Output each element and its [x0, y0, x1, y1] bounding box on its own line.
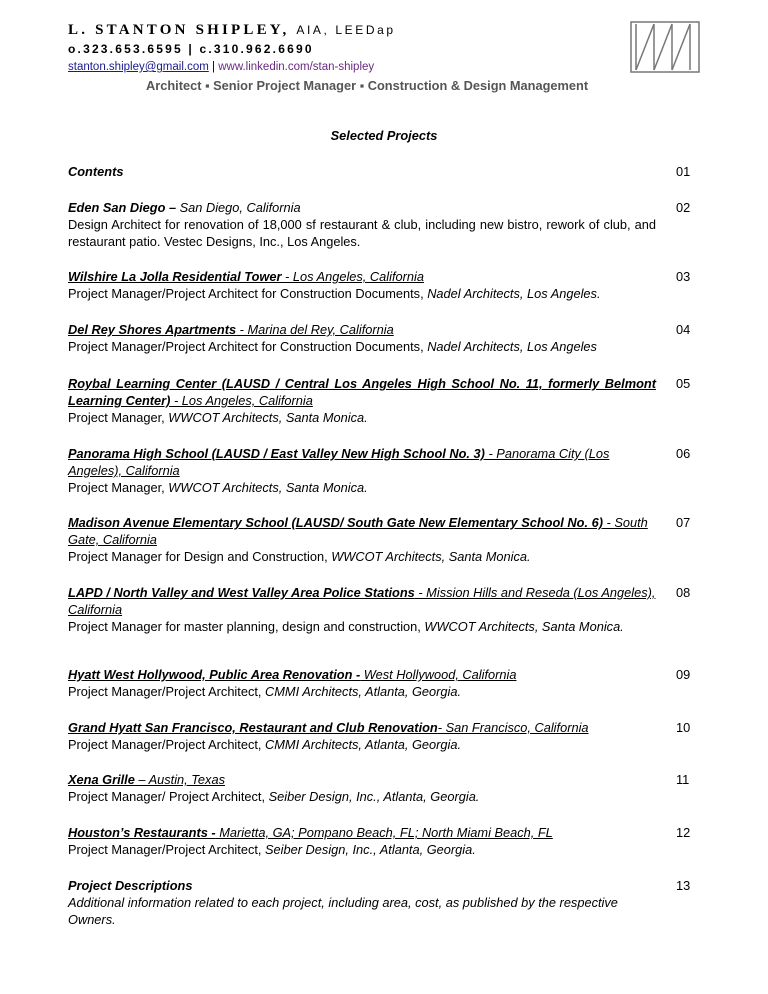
credentials-text: AIA, LEEDap — [296, 23, 396, 37]
project-location: - Panorama City (Los Angeles), California — [68, 446, 610, 478]
project-name: Grand Hyatt San Francisco, Restaurant and Club Renovation — [68, 720, 438, 735]
project-name: Wilshire La Jolla Residential Tower — [68, 269, 282, 284]
descriptions-entry — [68, 877, 656, 928]
professional-titles: Architect ▪ Senior Project Manager ▪ Construction & Design Management — [146, 78, 589, 93]
project-name: Xena Grille — [68, 772, 135, 787]
section-title: Selected Projects — [330, 128, 438, 143]
project-role: Project Manager/Project Architect, — [68, 842, 266, 857]
project-entry — [68, 824, 656, 858]
descriptions-label: Project Descriptions — [68, 878, 193, 893]
project-location: – Austin, Texas — [134, 772, 225, 787]
phone-numbers: o.323.653.6595 | c.310.962.6690 — [68, 42, 314, 56]
project-role: Project Manager, — [68, 480, 169, 495]
project-entry — [68, 514, 656, 565]
contents-page-number: 01 — [676, 164, 691, 179]
project-name: LAPD / North Valley and West Valley Area Police Stations — [68, 585, 415, 600]
page-number: 10 — [676, 720, 691, 735]
project-name: Eden San Diego – — [68, 200, 177, 215]
project-role: Project Manager for Design and Construction, — [68, 549, 332, 564]
page-number: 02 — [676, 200, 691, 215]
project-entry — [68, 666, 656, 700]
project-role: Project Manager, — [68, 410, 169, 425]
linkedin-link[interactable]: www.linkedin.com/stan-shipley — [218, 61, 375, 73]
project-entry — [68, 199, 656, 250]
contents-label: Contents — [68, 164, 124, 179]
project-location: San Diego, California — [176, 200, 301, 215]
project-location: - San Francisco, California — [437, 720, 589, 735]
project-role: Project Manager/Project Architect, — [68, 684, 266, 699]
project-name: Hyatt West Hollywood, Public Area Renovation - — [68, 667, 361, 682]
project-entry — [68, 719, 656, 753]
page-number: 04 — [676, 322, 691, 337]
project-location: - Mission Hills and Reseda (Los Angeles), California — [68, 585, 656, 617]
project-location: - South Gate, California — [68, 515, 648, 547]
project-role: Project Manager/Project Architect for Construction Documents, — [68, 286, 428, 301]
project-firm: WWCOT Architects, Santa Monica. — [331, 549, 531, 564]
project-role: Project Manager/Project Architect, — [68, 737, 266, 752]
page-number: 07 — [676, 515, 691, 530]
page-number: 11 — [676, 772, 690, 787]
project-name: Del Rey Shores Apartments — [68, 322, 237, 337]
page-number: 12 — [676, 825, 691, 840]
project-firm: Nadel Architects, Los Angeles. — [427, 286, 601, 301]
contact-links — [68, 61, 374, 73]
monogram-logo-icon — [630, 21, 700, 73]
project-role: Project Manager/ Project Architect, — [68, 789, 269, 804]
project-firm: Nadel Architects, Los Angeles — [427, 339, 597, 354]
project-location: West Hollywood, California — [360, 667, 517, 682]
project-role: Project Manager for master planning, design and construction, — [68, 619, 425, 634]
email-link[interactable]: stanton.shipley@gmail.com — [68, 61, 209, 73]
page-number: 06 — [676, 446, 691, 461]
project-role: Design Architect for renovation of 18,000 sf restaurant & club, including new bistro, rework of club, and restaurant patio. Vestec Designs, Inc., Los Angeles. — [68, 217, 656, 249]
project-firm: WWCOT Architects, Santa Monica. — [168, 410, 368, 425]
project-firm: CMMI Architects, Atlanta, Georgia. — [265, 684, 462, 699]
project-firm: WWCOT Architects, Santa Monica. — [168, 480, 368, 495]
project-firm: Seiber Design, Inc., Atlanta, Georgia. — [268, 789, 480, 804]
project-entry — [68, 321, 656, 355]
project-entry — [68, 375, 656, 426]
name-text: L. STANTON SHIPLEY, — [68, 22, 290, 38]
project-entry — [68, 771, 656, 805]
project-location: - Los Angeles, California — [281, 269, 424, 284]
project-role: Project Manager/Project Architect for Construction Documents, — [68, 339, 428, 354]
project-name: Roybal Learning Center (LAUSD / Central Los Angeles High School No. 11, formerly Belmont Learning Center) — [68, 376, 656, 408]
project-name: Houston’s Restaurants - — [68, 825, 216, 840]
project-location: Marietta, GA; Pompano Beach, FL; North Miami Beach, FL — [215, 825, 553, 840]
page-number: 13 — [676, 878, 691, 893]
project-location: - Los Angeles, California — [170, 393, 313, 408]
page-number: 08 — [676, 585, 691, 600]
resume-name — [68, 22, 396, 39]
project-firm: WWCOT Architects, Santa Monica. — [424, 619, 624, 634]
link-separator: | — [212, 61, 215, 73]
page-number: 09 — [676, 667, 691, 682]
project-entry — [68, 584, 656, 635]
project-entry — [68, 445, 656, 496]
project-firm: Seiber Design, Inc., Atlanta, Georgia. — [265, 842, 476, 857]
project-name: Madison Avenue Elementary School (LAUSD/ South Gate New Elementary School No. 6) — [68, 515, 603, 530]
project-location: - Marina del Rey, California — [236, 322, 394, 337]
page-number: 03 — [676, 269, 691, 284]
page-number: 05 — [676, 376, 691, 391]
project-name: Panorama High School (LAUSD / East Valley New High School No. 3) — [68, 446, 485, 461]
project-entry — [68, 268, 656, 302]
descriptions-text: Additional information related to each project, including area, cost, as published by the respective Owners. — [68, 895, 618, 927]
project-firm: CMMI Architects, Atlanta, Georgia. — [265, 737, 462, 752]
